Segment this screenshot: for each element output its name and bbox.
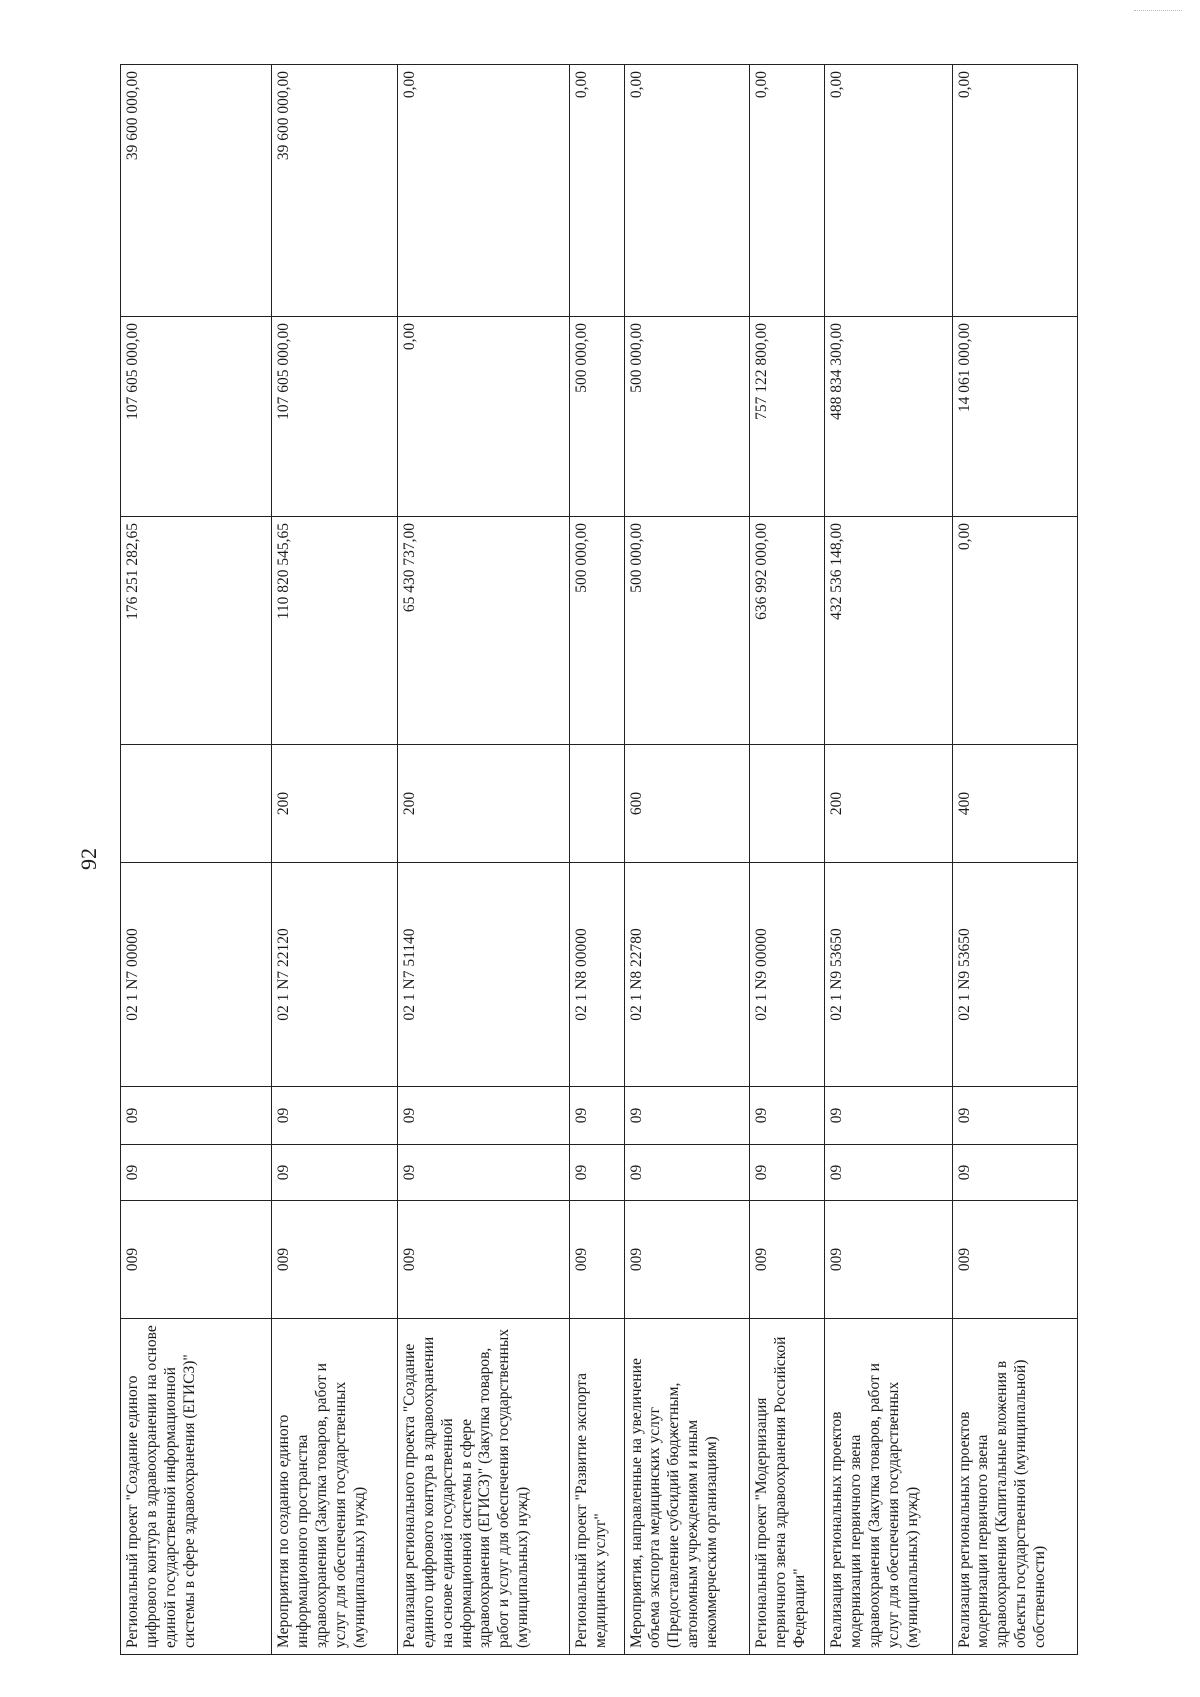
expense-type bbox=[121, 745, 272, 863]
row-name: Региональный проект "Создание единого цифрового контура в здравоохранении на основе единой государственной информационной системы в сфере здравоохранения (ЕГИСЗ)" bbox=[121, 1319, 272, 1655]
amount-year-3: 0,00 bbox=[570, 65, 624, 317]
target-article: 02 1 N8 22780 bbox=[624, 863, 749, 1087]
table-row bbox=[570, 65, 624, 1655]
amount-year-1: 65 430 737,00 bbox=[397, 517, 569, 745]
amount-year-1: 0,00 bbox=[952, 517, 1077, 745]
table-row bbox=[825, 65, 952, 1655]
ministry-code: 009 bbox=[272, 1201, 397, 1319]
amount-year-2: 488 834 300,00 bbox=[825, 317, 952, 517]
amount-year-3: 0,00 bbox=[825, 65, 952, 317]
amount-year-3: 0,00 bbox=[624, 65, 749, 317]
row-name: Мероприятия, направленные на увеличение объема экспорта медицинских услуг (Предоставление субсидий бюджетным, автономным учреждениям и иным некоммерческим организациям) bbox=[624, 1319, 749, 1655]
amount-year-1: 176 251 282,65 bbox=[121, 517, 272, 745]
budget-table bbox=[120, 64, 1078, 1655]
expense-type: 200 bbox=[825, 745, 952, 863]
amount-year-1: 636 992 000,00 bbox=[749, 517, 824, 745]
expense-type: 400 bbox=[952, 745, 1077, 863]
subsection-code: 09 bbox=[397, 1087, 569, 1145]
table-row bbox=[272, 65, 397, 1655]
subsection-code: 09 bbox=[272, 1087, 397, 1145]
subsection-code: 09 bbox=[749, 1087, 824, 1145]
ministry-code: 009 bbox=[624, 1201, 749, 1319]
target-article: 02 1 N7 22120 bbox=[272, 863, 397, 1087]
ministry-code: 009 bbox=[825, 1201, 952, 1319]
ministry-code: 009 bbox=[570, 1201, 624, 1319]
subsection-code: 09 bbox=[825, 1087, 952, 1145]
section-code: 09 bbox=[952, 1145, 1077, 1201]
ministry-code: 009 bbox=[952, 1201, 1077, 1319]
corner-mark bbox=[1134, 10, 1182, 13]
amount-year-2: 14 061 000,00 bbox=[952, 317, 1077, 517]
row-name: Реализация региональных проектов модернизации первичного звена здравоохранения (Капитальные вложения в объекты государственной (муниципальной) собственности) bbox=[952, 1319, 1077, 1655]
target-article: 02 1 N7 51140 bbox=[397, 863, 569, 1087]
subsection-code: 09 bbox=[570, 1087, 624, 1145]
target-article: 02 1 N9 53650 bbox=[952, 863, 1077, 1087]
amount-year-2: 757 122 800,00 bbox=[749, 317, 824, 517]
section-code: 09 bbox=[624, 1145, 749, 1201]
ministry-code: 009 bbox=[121, 1201, 272, 1319]
amount-year-3: 0,00 bbox=[952, 65, 1077, 317]
row-name: Региональный проект "Модернизация первичного звена здравоохранения Российской Федерации" bbox=[749, 1319, 824, 1655]
amount-year-3: 0,00 bbox=[749, 65, 824, 317]
section-code: 09 bbox=[749, 1145, 824, 1201]
row-name: Реализация региональных проектов модернизации первичного звена здравоохранения (Закупка товаров, работ и услуг для обеспечения государственных (муниципальных) нужд) bbox=[825, 1319, 952, 1655]
row-name: Мероприятия по созданию единого информационного пространства здравоохранения (Закупка товаров, работ и услуг для обеспечения государственных (муниципальных) нужд) bbox=[272, 1319, 397, 1655]
amount-year-2: 500 000,00 bbox=[624, 317, 749, 517]
amount-year-1: 500 000,00 bbox=[570, 517, 624, 745]
expense-type: 600 bbox=[624, 745, 749, 863]
target-article: 02 1 N8 00000 bbox=[570, 863, 624, 1087]
section-code: 09 bbox=[272, 1145, 397, 1201]
section-code: 09 bbox=[121, 1145, 272, 1201]
amount-year-3: 0,00 bbox=[397, 65, 569, 317]
expense-type bbox=[570, 745, 624, 863]
amount-year-1: 432 536 148,00 bbox=[825, 517, 952, 745]
row-name: Региональный проект "Развитие экспорта медицинских услуг" bbox=[570, 1319, 624, 1655]
amount-year-2: 500 000,00 bbox=[570, 317, 624, 517]
amount-year-2: 107 605 000,00 bbox=[121, 317, 272, 517]
target-article: 02 1 N9 00000 bbox=[749, 863, 824, 1087]
amount-year-3: 39 600 000,00 bbox=[272, 65, 397, 317]
table-row bbox=[624, 65, 749, 1655]
amount-year-1: 110 820 545,65 bbox=[272, 517, 397, 745]
amount-year-2: 107 605 000,00 bbox=[272, 317, 397, 517]
expense-type bbox=[749, 745, 824, 863]
amount-year-2: 0,00 bbox=[397, 317, 569, 517]
target-article: 02 1 N7 00000 bbox=[121, 863, 272, 1087]
ministry-code: 009 bbox=[749, 1201, 824, 1319]
ministry-code: 009 bbox=[397, 1201, 569, 1319]
table-row bbox=[952, 65, 1077, 1655]
section-code: 09 bbox=[397, 1145, 569, 1201]
subsection-code: 09 bbox=[952, 1087, 1077, 1145]
row-name: Реализация регионального проекта "Создание единого цифрового контура в здравоохранении на основе единой государственной информационной системы в сфере здравоохранения (ЕГИСЗ)" (Закупка товаров, работ и услуг для обеспечения государственных (муниципальных) нужд) bbox=[397, 1319, 569, 1655]
amount-year-3: 39 600 000,00 bbox=[121, 65, 272, 317]
section-code: 09 bbox=[825, 1145, 952, 1201]
target-article: 02 1 N9 53650 bbox=[825, 863, 952, 1087]
section-code: 09 bbox=[570, 1145, 624, 1201]
page-number: 92 bbox=[76, 848, 101, 870]
rotated-table-container bbox=[120, 65, 1078, 1655]
subsection-code: 09 bbox=[121, 1087, 272, 1145]
table-row bbox=[397, 65, 569, 1655]
expense-type: 200 bbox=[397, 745, 569, 863]
table-row bbox=[121, 65, 272, 1655]
table-row bbox=[749, 65, 824, 1655]
expense-type: 200 bbox=[272, 745, 397, 863]
amount-year-1: 500 000,00 bbox=[624, 517, 749, 745]
subsection-code: 09 bbox=[624, 1087, 749, 1145]
